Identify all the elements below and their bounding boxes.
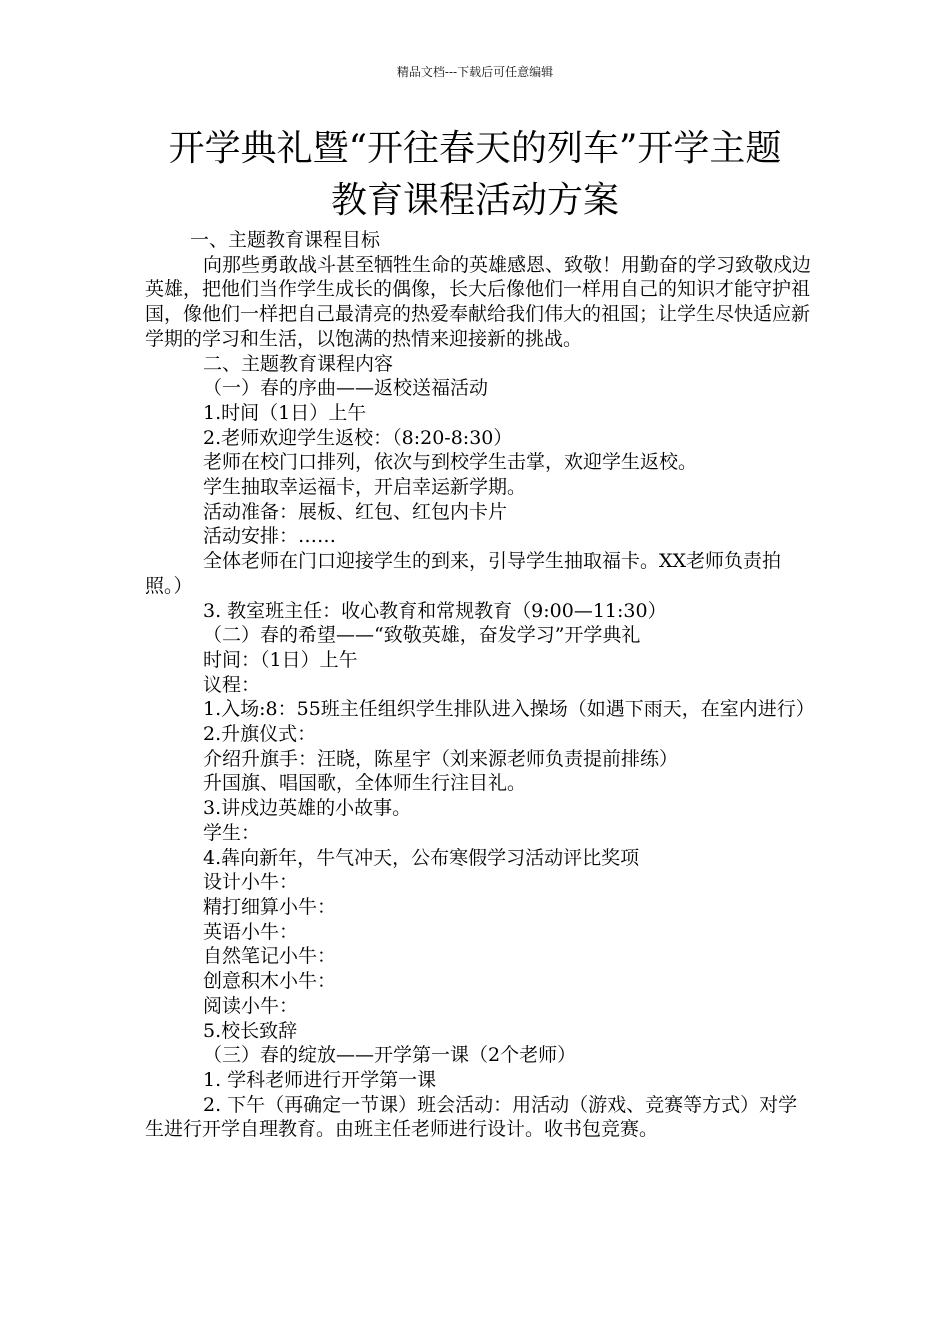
body-paragraph: 阅读小牛： xyxy=(203,994,299,1017)
body-paragraph: 2.升旗仪式： xyxy=(203,723,317,746)
body-paragraph: 向那些勇敢战斗甚至牺牲生命的英雄感恩、致敬！用勤奋的学习致敬戍边英雄，把他们当作学生成长的偶像，长大后像他们一样用自己的知识才能守护祖国，像他们一样把自己最清亮的热爱奉献给我们伟大的祖国；让学生尽快适应新学期的学习和生活，以饱满的热情来迎接新的挑战。 xyxy=(145,253,812,350)
body-paragraph: 3. 教室班主任：收心教育和常规教育（9:00—11:30） xyxy=(203,599,667,622)
body-paragraph: 1. 学科老师进行开学第一课 xyxy=(203,1068,437,1091)
body-paragraph: 英语小牛： xyxy=(203,920,299,943)
body-paragraph: 2.老师欢迎学生返校：（8:20-8:30） xyxy=(203,426,513,449)
page-header-note: 精品文档---下载后可任意编辑 xyxy=(396,65,554,79)
body-paragraph: 二、主题教育课程内容 xyxy=(203,352,394,375)
body-paragraph: 活动安排：…… xyxy=(203,525,337,548)
body-paragraph: 全体老师在门口迎接学生的到来，引导学生抽取福卡。XX老师负责拍照。） xyxy=(145,550,782,597)
body-paragraph: 3.讲戍边英雄的小故事。 xyxy=(203,797,412,820)
body-paragraph: 一、主题教育课程目标 xyxy=(190,229,381,251)
body-paragraph: 学生抽取幸运福卡，开启幸运新学期。 xyxy=(203,476,527,499)
body-paragraph: 自然笔记小牛： xyxy=(203,945,337,968)
document-title-line-2: 教育课程活动方案 xyxy=(330,180,619,221)
body-paragraph: 2. 下午（再确定一节课）班会活动：用活动（游戏、竞赛等方式）对学生进行开学自理教育。由班主任老师进行设计。收书包竞赛。 xyxy=(145,1093,798,1141)
body-paragraph: （二）春的希望——“致敬英雄，奋发学习”开学典礼 xyxy=(203,624,641,647)
body-paragraph: 活动准备：展板、红包、红包内卡片 xyxy=(203,500,508,523)
body-paragraph: 1.时间（1日）上午 xyxy=(203,401,367,424)
body-paragraph: 介绍升旗手：汪晓，陈星宇（刘来源老师负责提前排练） xyxy=(203,747,679,770)
body-paragraph: 1.入场:8：55班主任组织学生排队进入操场（如遇下雨天，在室内进行） xyxy=(203,698,815,721)
document-title-line-1: 开学典礼暨“开往春天的列车”开学主题 xyxy=(168,128,782,169)
body-paragraph: （三）春的绽放——开学第一课（2个老师） xyxy=(203,1044,577,1067)
body-paragraph: 5.校长致辞 xyxy=(203,1019,298,1042)
body-paragraph: 时间：（1日）上午 xyxy=(203,648,358,671)
document-body xyxy=(145,228,815,1142)
body-paragraph: 设计小牛： xyxy=(203,871,299,894)
body-paragraph: 学生： xyxy=(203,821,261,844)
body-paragraph: 创意积木小牛： xyxy=(203,970,337,993)
body-paragraph: 精打细算小牛： xyxy=(203,895,337,918)
body-paragraph: 升国旗、唱国歌，全体师生行注目礼。 xyxy=(203,772,527,795)
body-paragraph: 议程： xyxy=(203,673,261,696)
body-paragraph: （一）春的序曲——返校送福活动 xyxy=(203,377,489,400)
body-paragraph: 4.犇向新年，牛气冲天，公布寒假学习活动评比奖项 xyxy=(203,846,640,869)
body-paragraph: 老师在校门口排列，依次与到校学生击掌，欢迎学生返校。 xyxy=(203,451,698,474)
